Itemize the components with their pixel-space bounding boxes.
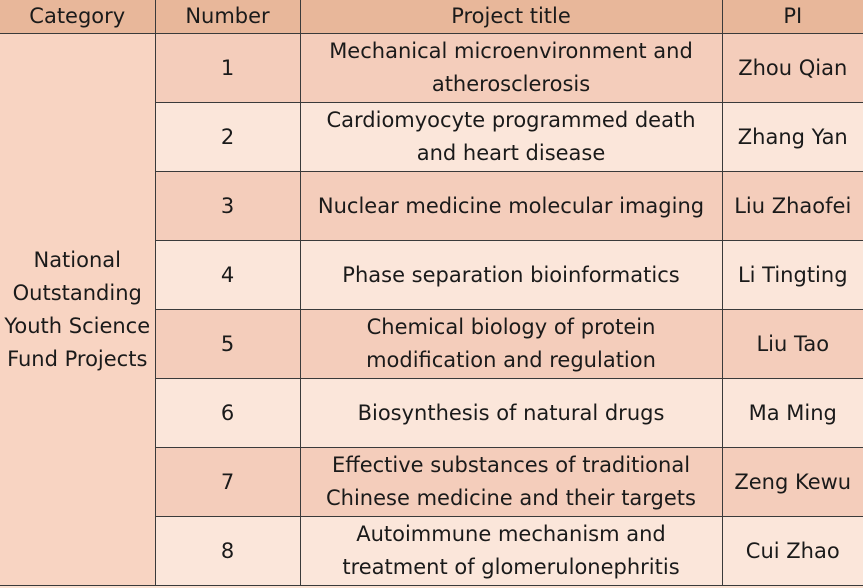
title-cell: Chemical biology of protein modification and regulation	[300, 310, 722, 379]
number-cell: 2	[155, 103, 300, 172]
header-pi: PI	[722, 0, 863, 34]
pi-cell: Ma Ming	[722, 379, 863, 448]
title-cell: Effective substances of traditional Chinese medicine and their targets	[300, 448, 722, 517]
pi-cell: Liu Zhaofei	[722, 172, 863, 241]
number-cell: 7	[155, 448, 300, 517]
pi-cell: Zeng Kewu	[722, 448, 863, 517]
header-row	[0, 0, 863, 34]
table-row	[0, 34, 863, 103]
pi-cell: Zhang Yan	[722, 103, 863, 172]
number-cell: 1	[155, 34, 300, 103]
pi-cell: Liu Tao	[722, 310, 863, 379]
number-cell: 3	[155, 172, 300, 241]
title-cell: Autoimmune mechanism and treatment of glomerulonephritis	[300, 517, 722, 586]
title-cell: Cardiomyocyte programmed death and heart disease	[300, 103, 722, 172]
pi-cell: Li Tingting	[722, 241, 863, 310]
header-category: Category	[0, 0, 155, 34]
title-cell: Biosynthesis of natural drugs	[300, 379, 722, 448]
pi-cell: Cui Zhao	[722, 517, 863, 586]
number-cell: 6	[155, 379, 300, 448]
title-cell: Mechanical microenvironment and atherosclerosis	[300, 34, 722, 103]
header-project-title: Project title	[300, 0, 722, 34]
pi-cell: Zhou Qian	[722, 34, 863, 103]
number-cell: 4	[155, 241, 300, 310]
number-cell: 5	[155, 310, 300, 379]
category-cell: National Outstanding Youth Science Fund Projects	[0, 34, 155, 586]
number-cell: 8	[155, 517, 300, 586]
title-cell: Nuclear medicine molecular imaging	[300, 172, 722, 241]
header-number: Number	[155, 0, 300, 34]
title-cell: Phase separation bioinformatics	[300, 241, 722, 310]
